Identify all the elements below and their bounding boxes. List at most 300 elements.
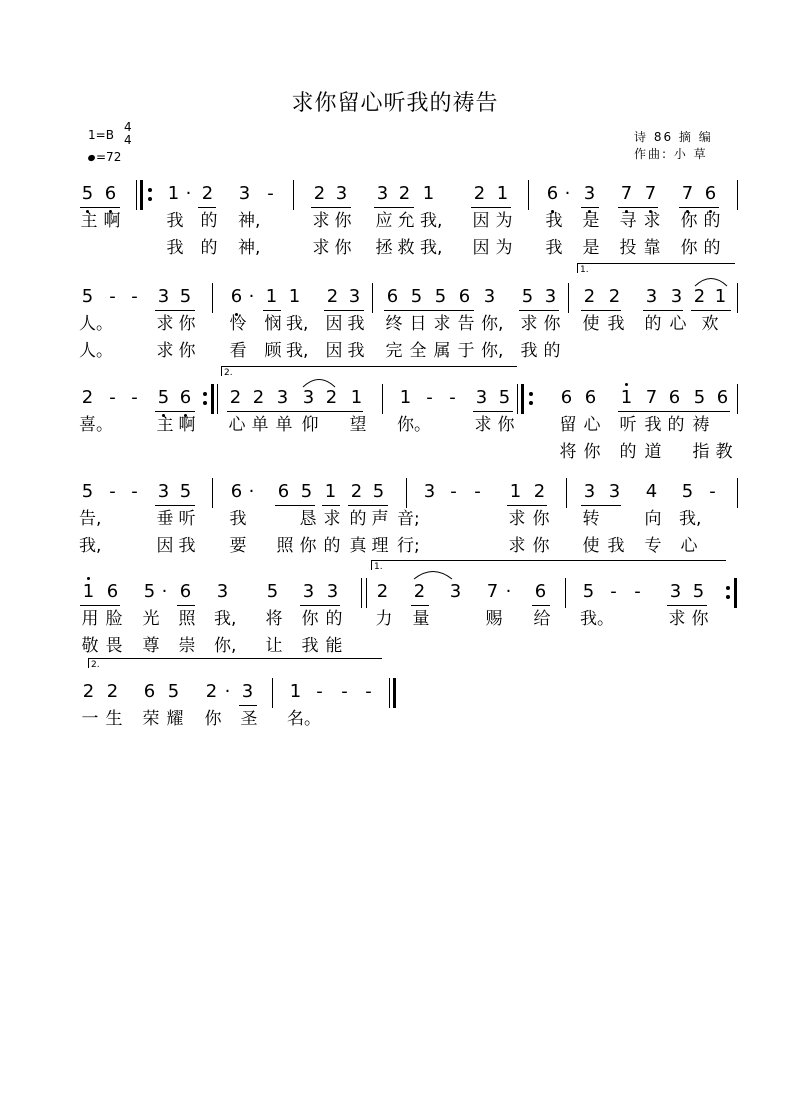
lyric: 心 xyxy=(228,415,246,435)
final-barline xyxy=(393,678,396,708)
lyric: 敬 xyxy=(81,636,99,656)
tie-icon xyxy=(302,376,336,388)
note: 2 xyxy=(229,387,242,408)
lyric: 声 xyxy=(371,509,389,529)
dash: - xyxy=(109,286,116,307)
note: 2 xyxy=(326,286,339,307)
lyric: 照 xyxy=(178,609,196,629)
note: 1 xyxy=(82,581,95,602)
lyric: 求 xyxy=(312,238,330,258)
beam xyxy=(374,207,414,208)
note: 6 xyxy=(704,183,717,204)
repeat-end-barline xyxy=(734,578,737,608)
lyric: 求 xyxy=(508,536,526,556)
repeat-dot xyxy=(726,586,730,590)
lyric: 求 xyxy=(520,314,538,334)
quarter-note-icon xyxy=(87,154,96,162)
dash: - xyxy=(131,387,138,408)
note: 5 xyxy=(157,387,170,408)
lyrics-verse-2 xyxy=(0,635,790,657)
lyric: 音; xyxy=(397,509,420,529)
lyric: 为 xyxy=(495,238,513,258)
lyric: 求 xyxy=(474,415,492,435)
note: 3 xyxy=(583,183,596,204)
volta-bracket xyxy=(221,366,517,367)
lyric: 要 xyxy=(229,536,247,556)
time-signature xyxy=(124,121,132,147)
lyric: 我, xyxy=(420,211,443,231)
note: 5 xyxy=(81,481,94,502)
dash: - xyxy=(610,581,617,602)
barline xyxy=(293,180,294,210)
lyric: 我 xyxy=(607,314,625,334)
note: 1 xyxy=(167,183,180,204)
note: 1 xyxy=(509,481,522,502)
beam xyxy=(643,310,683,311)
lyric: 转 xyxy=(582,509,600,529)
barline xyxy=(737,180,738,210)
lyric: 向 xyxy=(644,509,662,529)
note: 2 xyxy=(583,286,596,307)
note: 3 xyxy=(670,286,683,307)
beam xyxy=(155,411,195,412)
lyric: 用 xyxy=(81,609,99,629)
dot-extension: · xyxy=(161,581,168,602)
lyric: 主 xyxy=(80,211,98,231)
lyric: 你 xyxy=(680,211,698,231)
note: 3 xyxy=(669,581,682,602)
lyric: 你 xyxy=(497,415,515,435)
lyric: 你 xyxy=(334,238,352,258)
lyric: 量 xyxy=(412,609,430,629)
lyric: 求 xyxy=(508,509,526,529)
system-2 xyxy=(0,265,790,385)
note: 5 xyxy=(81,183,94,204)
note: 3 xyxy=(348,286,361,307)
lyric: 的 xyxy=(349,509,367,529)
note: 2 xyxy=(325,387,338,408)
beam xyxy=(618,207,658,208)
lyric: 属 xyxy=(433,341,451,361)
lyric: 我 xyxy=(347,314,365,334)
dash: - xyxy=(109,481,116,502)
note: 2 xyxy=(252,387,265,408)
lyric: 我 xyxy=(166,238,184,258)
dash: - xyxy=(449,387,456,408)
volta-bracket-edge xyxy=(371,560,372,570)
lyric: 仰 xyxy=(301,415,319,435)
note: 2 xyxy=(313,183,326,204)
note: 3 xyxy=(544,286,557,307)
note: 7 xyxy=(644,183,657,204)
lyric: 终 xyxy=(385,314,403,334)
volta-bracket-edge xyxy=(88,658,89,668)
note: 7 xyxy=(645,387,658,408)
barline xyxy=(136,180,137,210)
lyric: 投 xyxy=(619,238,637,258)
lyric: 听 xyxy=(619,415,637,435)
system-6 xyxy=(0,660,790,780)
lyric: 脸 xyxy=(105,609,123,629)
note: 3 xyxy=(483,286,496,307)
lyric: 你 xyxy=(301,609,319,629)
beam xyxy=(581,310,621,311)
note: 3 xyxy=(608,481,621,502)
lyric: 你, xyxy=(481,314,504,334)
beam xyxy=(507,505,547,506)
beam xyxy=(80,207,120,208)
lyric: 心 xyxy=(669,314,687,334)
lyric: 因 xyxy=(156,536,174,556)
beam xyxy=(227,411,363,412)
note: 3 xyxy=(238,183,251,204)
lyric: 你 xyxy=(691,609,709,629)
lyric: 的 xyxy=(325,609,343,629)
lyric: 我。 xyxy=(580,609,614,629)
lyric: 崇 xyxy=(178,636,196,656)
lyric: 人。 xyxy=(79,314,113,334)
note: 1 xyxy=(265,286,278,307)
beam xyxy=(618,411,730,412)
beam xyxy=(679,207,719,208)
repeat-dot xyxy=(529,392,533,396)
lyric: 我, xyxy=(420,238,443,258)
repeat-dot xyxy=(529,401,533,405)
dash: - xyxy=(365,681,372,702)
lyric: 怜 xyxy=(229,314,247,334)
note: 5 xyxy=(410,286,423,307)
system-4 xyxy=(0,480,790,580)
beam xyxy=(239,705,257,706)
lyrics-verse-2 xyxy=(0,535,790,557)
lyric: 因 xyxy=(472,238,490,258)
beam xyxy=(322,505,340,506)
note: 6 xyxy=(277,481,290,502)
lyric: 恳 xyxy=(299,509,317,529)
lyric: 的 xyxy=(619,442,637,462)
lyric: 我, xyxy=(286,314,309,334)
lyric: 使 xyxy=(582,536,600,556)
lyric: 的 xyxy=(323,536,341,556)
barline xyxy=(382,384,383,414)
note: 5 xyxy=(521,286,534,307)
lyric: 我 xyxy=(178,536,196,556)
lyric: 告, xyxy=(79,509,102,529)
note: 5 xyxy=(498,387,511,408)
note: 6 xyxy=(230,481,243,502)
note: 3 xyxy=(449,581,462,602)
system-1 xyxy=(0,182,790,282)
lyric: 我 xyxy=(520,341,538,361)
note: 6 xyxy=(584,387,597,408)
barline xyxy=(565,578,566,608)
lyric: 我, xyxy=(679,509,702,529)
note: 3 xyxy=(645,286,658,307)
dash: - xyxy=(316,681,323,702)
barline xyxy=(212,283,213,313)
lyric: 我 xyxy=(229,509,247,529)
volta-bracket-edge xyxy=(221,366,222,376)
note: 2 xyxy=(533,481,546,502)
note: 3 xyxy=(423,481,436,502)
dash: - xyxy=(109,387,116,408)
lyric: 告 xyxy=(457,314,475,334)
lyric: 我, xyxy=(214,609,237,629)
lyric: 我 xyxy=(347,341,365,361)
barline xyxy=(389,678,390,708)
note: 5 xyxy=(179,286,192,307)
lyric: 我, xyxy=(79,536,102,556)
lyric: 我 xyxy=(301,636,319,656)
lyric: 将 xyxy=(265,609,283,629)
note: 2 xyxy=(82,681,95,702)
barline xyxy=(737,283,738,313)
volta-number: 1. xyxy=(580,265,589,275)
lyric: 你 xyxy=(178,341,196,361)
lyric: 应 xyxy=(375,211,393,231)
lyric: 专 xyxy=(644,536,662,556)
lyric: 求 xyxy=(156,314,174,334)
note: 1 xyxy=(324,481,337,502)
lyric: 因 xyxy=(325,341,343,361)
note: 5 xyxy=(81,286,94,307)
barline xyxy=(366,578,367,608)
beam xyxy=(581,505,621,506)
note: 6 xyxy=(179,581,192,602)
lyric: 求 xyxy=(433,314,451,334)
note: 6 xyxy=(230,286,243,307)
lyric: 全 xyxy=(409,341,427,361)
lyric: 将 xyxy=(559,442,577,462)
beam xyxy=(155,310,195,311)
note: 3 xyxy=(475,387,488,408)
barline xyxy=(372,283,373,313)
volta-bracket-edge xyxy=(577,263,578,273)
lyric: 教 xyxy=(715,442,733,462)
note: 3 xyxy=(326,581,339,602)
dot-extension: · xyxy=(224,681,231,702)
song-title: 求你留心听我的祷告 xyxy=(291,91,499,116)
lyric: 的 xyxy=(200,238,218,258)
note: 5 xyxy=(372,481,385,502)
lyric: 求 xyxy=(312,211,330,231)
dash: - xyxy=(709,481,716,502)
lyric: 于 xyxy=(457,341,475,361)
lyric: 求 xyxy=(643,211,661,231)
note: 2 xyxy=(106,681,119,702)
barline xyxy=(217,384,218,414)
system-5 xyxy=(0,562,790,680)
note: 2 xyxy=(693,286,706,307)
note: 3 xyxy=(157,286,170,307)
dot-extension: · xyxy=(248,286,255,307)
time-signature-bottom: 4 xyxy=(124,133,132,147)
lyric: 救 xyxy=(397,238,415,258)
note: 3 xyxy=(583,481,596,502)
note: 5 xyxy=(300,481,313,502)
lyric: 你 xyxy=(583,442,601,462)
lyric: 留 xyxy=(559,415,577,435)
beam xyxy=(473,411,513,412)
note: 3 xyxy=(302,387,315,408)
lyric: 为 xyxy=(495,211,513,231)
lyric: 欢 xyxy=(701,314,719,334)
lyric: 我 xyxy=(545,211,563,231)
lyrics-verse-1 xyxy=(0,210,790,232)
lyrics-verse-1 xyxy=(0,414,790,436)
beam xyxy=(80,605,120,606)
lyric: 的 xyxy=(703,238,721,258)
lyric: 因 xyxy=(325,314,343,334)
barline xyxy=(517,384,518,414)
volta-number: 2. xyxy=(91,660,100,670)
beam xyxy=(471,207,511,208)
lyric: 人。 xyxy=(79,341,113,361)
note: 6 xyxy=(386,286,399,307)
note: 3 xyxy=(376,183,389,204)
note: 5 xyxy=(179,481,192,502)
note: 3 xyxy=(276,387,289,408)
lyric: 寻 xyxy=(619,211,637,231)
note: 5 xyxy=(582,581,595,602)
note: 3 xyxy=(216,581,229,602)
dash: - xyxy=(267,183,274,204)
lyric: 你 xyxy=(178,314,196,334)
lyric: 主 xyxy=(156,415,174,435)
lyric: 是 xyxy=(582,238,600,258)
note: 2 xyxy=(608,286,621,307)
lyric: 道 xyxy=(644,442,662,462)
lyric: 荣 xyxy=(142,709,160,729)
repeat-dot xyxy=(148,188,152,192)
lyric: 心 xyxy=(583,415,601,435)
lyric: 日 xyxy=(409,314,427,334)
beam xyxy=(198,207,216,208)
volta-bracket xyxy=(371,560,726,561)
note: 7 xyxy=(620,183,633,204)
beam xyxy=(275,505,315,506)
lyric: 求 xyxy=(156,341,174,361)
note: 1 xyxy=(496,183,509,204)
barline xyxy=(566,478,567,508)
lyric: 照 xyxy=(276,536,294,556)
note: 6 xyxy=(458,286,471,307)
beam xyxy=(324,310,364,311)
lyric: 悯 xyxy=(264,314,282,334)
lyric: 喜。 xyxy=(79,415,113,435)
repeat-dot xyxy=(726,595,730,599)
beam xyxy=(300,605,340,606)
note: 3 xyxy=(335,183,348,204)
beam xyxy=(263,310,281,311)
barline xyxy=(528,180,529,210)
barline xyxy=(568,283,569,313)
lyric: 圣 xyxy=(240,709,258,729)
lyric: 一 xyxy=(81,709,99,729)
lyric: 你 xyxy=(543,314,561,334)
lyric: 顾 xyxy=(264,341,282,361)
tempo-marking xyxy=(88,150,121,164)
dash: - xyxy=(131,481,138,502)
lyric: 名。 xyxy=(287,709,321,729)
lyric: 神, xyxy=(238,238,261,258)
beam xyxy=(691,310,731,311)
lyric: 使 xyxy=(582,314,600,334)
beam xyxy=(155,505,195,506)
lyric: 赐 xyxy=(485,609,503,629)
note: 6 xyxy=(546,183,559,204)
lyric: 神, xyxy=(238,211,261,231)
note: 6 xyxy=(534,581,547,602)
lyric: 你, xyxy=(481,341,504,361)
lyrics-verse-1 xyxy=(0,508,790,530)
lyrics-verse-1 xyxy=(0,708,790,730)
lyric: 真 xyxy=(349,536,367,556)
lyricist-credit: 诗 86 摘 编 xyxy=(634,130,713,144)
lyric: 求 xyxy=(323,509,341,529)
note: 5 xyxy=(266,581,279,602)
lyric: 给 xyxy=(533,609,551,629)
repeat-dot xyxy=(203,392,207,396)
note: 6 xyxy=(104,183,117,204)
note: 1 xyxy=(620,387,633,408)
lyric: 光 xyxy=(142,609,160,629)
tie-icon xyxy=(413,568,453,580)
volta-number: 2. xyxy=(224,368,233,378)
lyric: 看 xyxy=(229,341,247,361)
note: 7 xyxy=(681,183,694,204)
lyric: 你 xyxy=(204,709,222,729)
lyric: 理 xyxy=(371,536,389,556)
volta-bracket xyxy=(577,263,735,264)
lyric: 你 xyxy=(299,536,317,556)
beam xyxy=(411,605,429,606)
note: 3 xyxy=(157,481,170,502)
lyrics-verse-1 xyxy=(0,608,790,630)
lyric: 听 xyxy=(178,509,196,529)
lyric: 我 xyxy=(644,415,662,435)
lyric: 我, xyxy=(286,341,309,361)
lyric: 你 xyxy=(334,211,352,231)
octave-dot-above xyxy=(87,577,90,580)
note: 1 xyxy=(289,681,302,702)
volta-number: 1. xyxy=(374,562,383,572)
note: 5 xyxy=(434,286,447,307)
note: 3 xyxy=(241,681,254,702)
beam xyxy=(384,310,474,311)
note: 2 xyxy=(398,183,411,204)
note: 1 xyxy=(422,183,435,204)
note: 2 xyxy=(473,183,486,204)
lyric: 单 xyxy=(275,415,293,435)
repeat-dot xyxy=(148,197,152,201)
barline xyxy=(737,384,738,414)
dash: - xyxy=(426,387,433,408)
note: 2 xyxy=(81,387,94,408)
time-signature-top: 4 xyxy=(124,120,132,134)
note: 2 xyxy=(413,581,426,602)
lyric: 完 xyxy=(385,341,403,361)
lyric: 你, xyxy=(214,636,237,656)
lyric: 祷 xyxy=(692,415,710,435)
lyric: 你。 xyxy=(397,415,431,435)
lyric: 靠 xyxy=(643,238,661,258)
note: 2 xyxy=(376,581,389,602)
volta-bracket xyxy=(88,658,382,659)
note: 6 xyxy=(668,387,681,408)
repeat-start-barline xyxy=(521,384,524,414)
lyric: 因 xyxy=(472,211,490,231)
